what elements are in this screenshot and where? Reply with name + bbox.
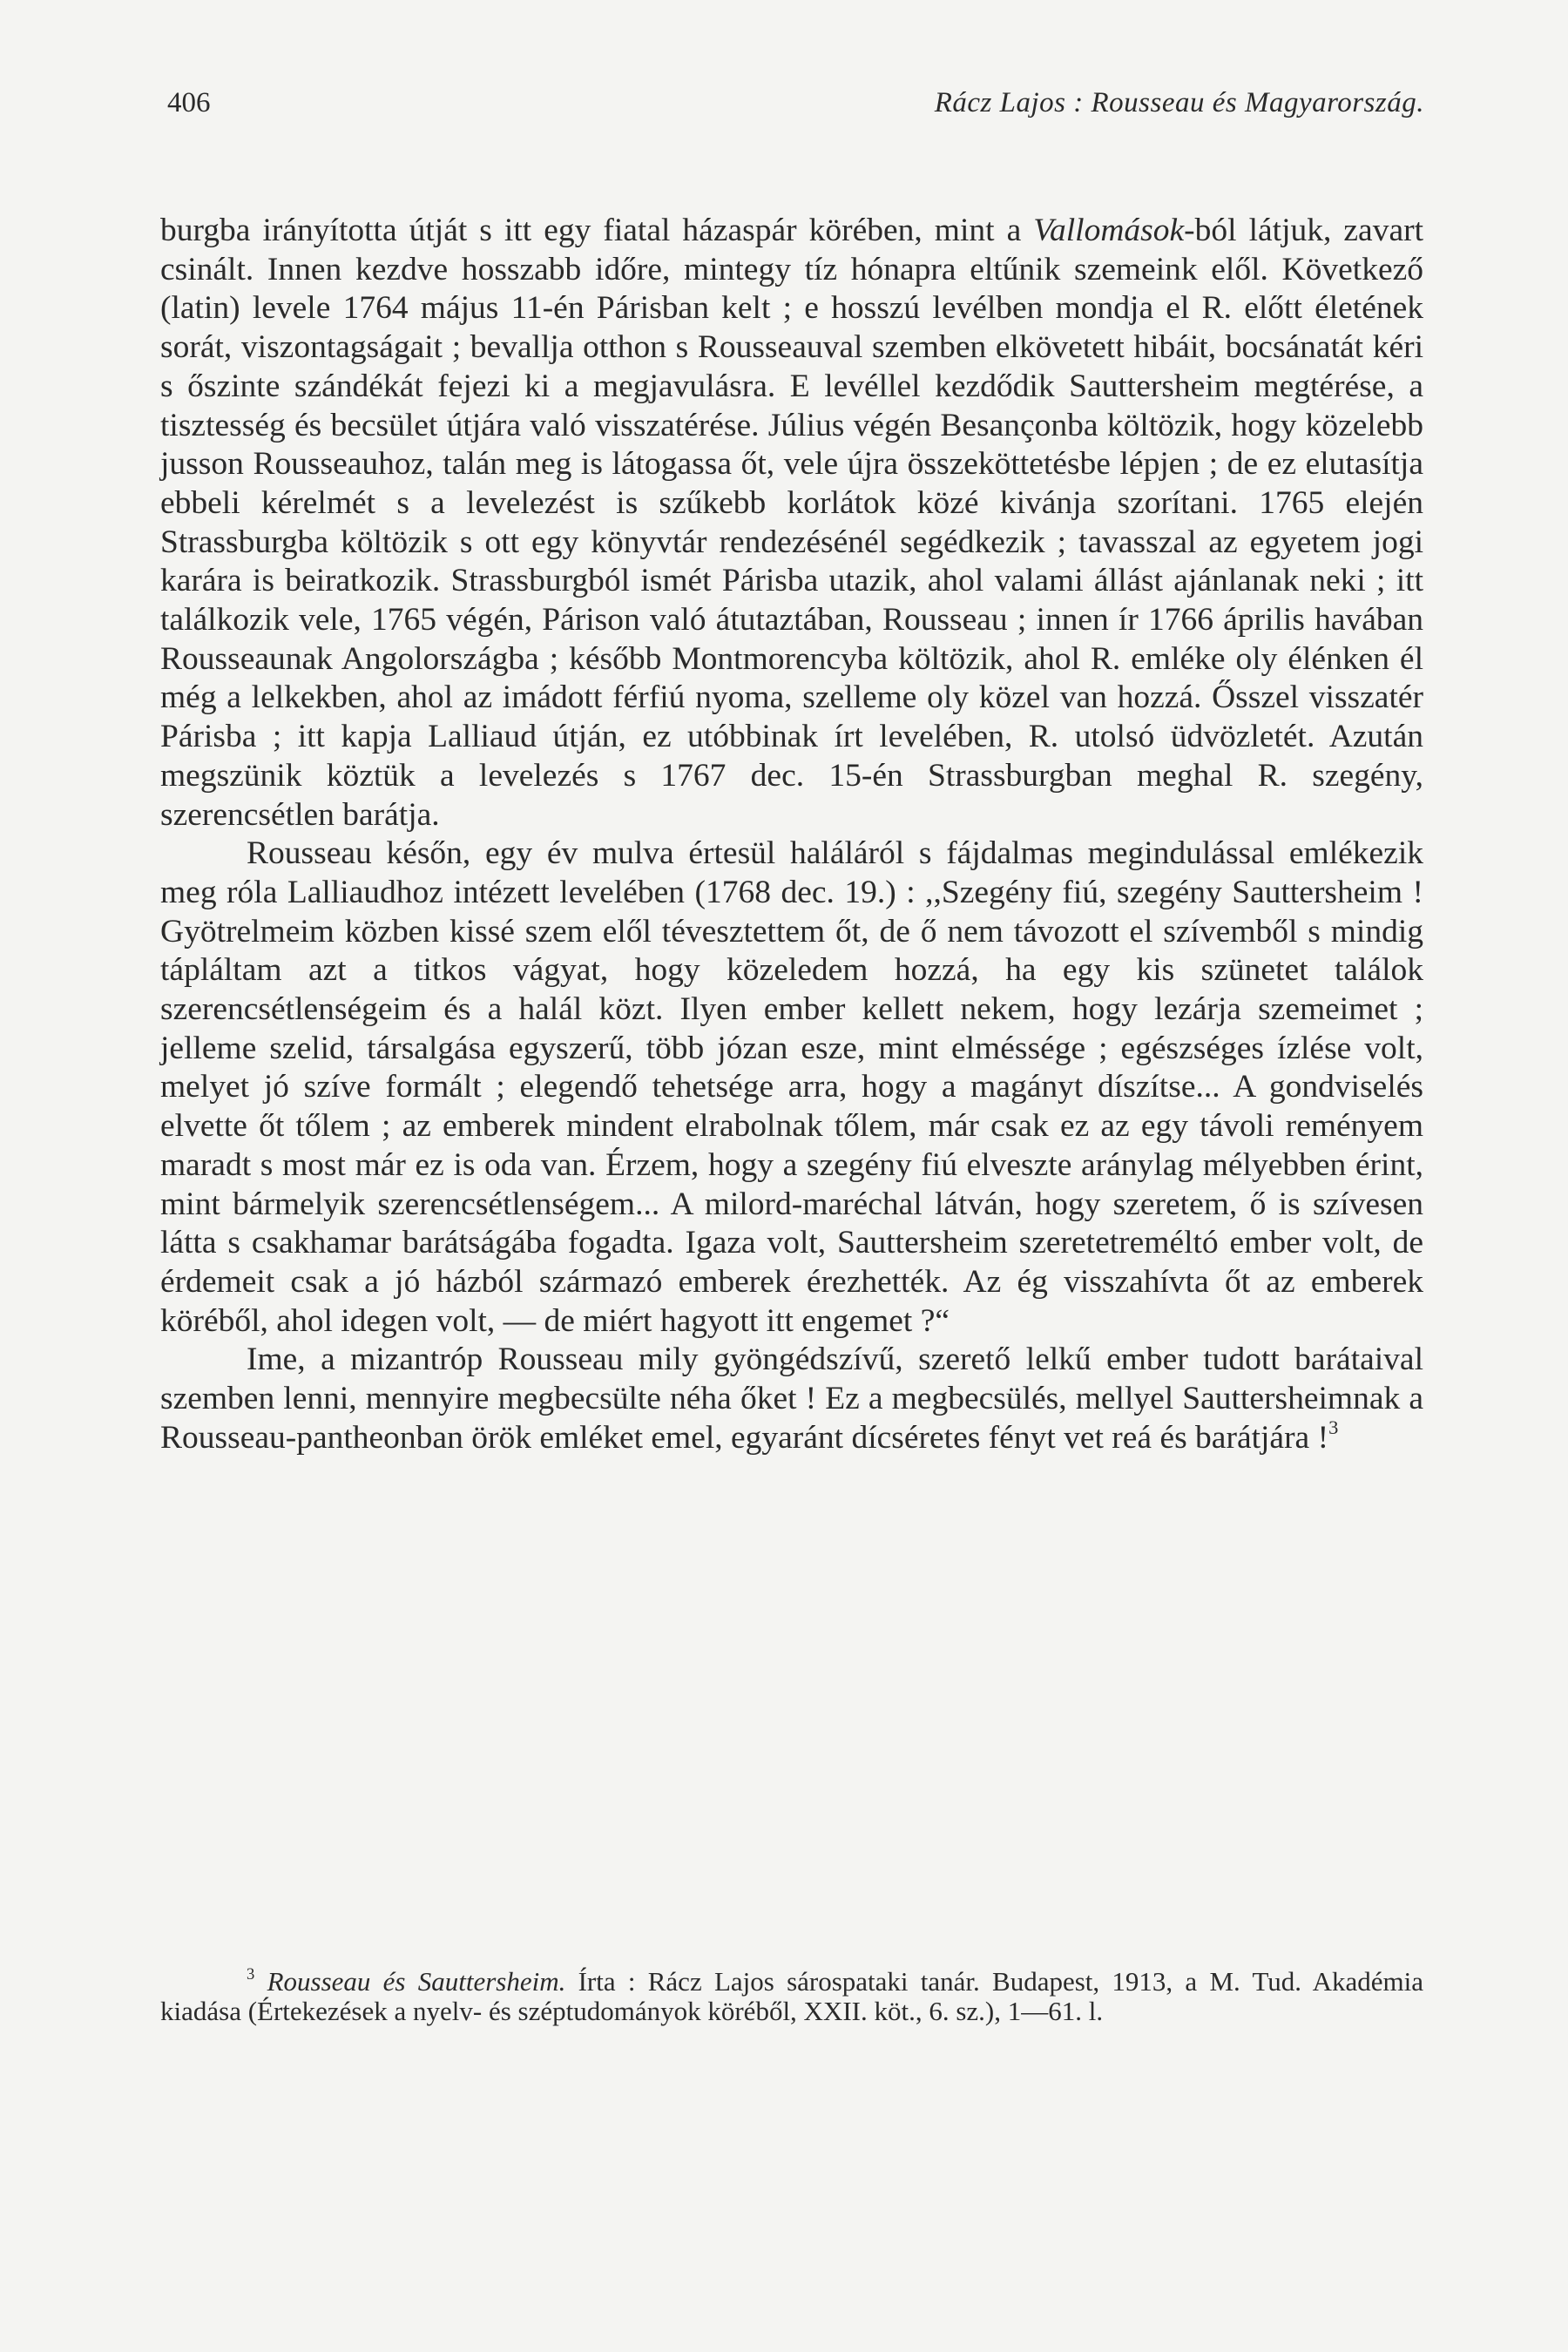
footnote	[160, 1964, 1423, 2026]
paragraph-1	[160, 212, 1423, 835]
paragraph-1-start: burgba irányította útját s itt egy fiatal házaspár körében, mint a	[160, 213, 1034, 248]
running-head: Rácz Lajos : Rousseau és Magyarország.	[934, 87, 1424, 118]
footnote-text: Írta : Rácz Lajos sárospataki tanár. Budapest, 1913, a M. Tud. Akadémia kiadása (Értekezések a nyelv- és széptudományok köréből, XXII. köt., 6. sz.), 1—61. l.	[160, 1966, 1423, 2026]
page-header	[167, 87, 1424, 131]
footnote-reference: 3	[1328, 1416, 1339, 1439]
body-text	[160, 212, 1423, 1458]
footnote-marker: 3	[247, 1964, 255, 1984]
paragraph-3-text: Ime, a mizantróp Rousseau mily gyöngédszívű, szerető lelkű ember tudott barátaival szemben lenni, mennyire megbecsülte néha őket ! Ez a megbecsülés, mellyel Sauttersheimnak a Rousseau-pantheonban örök emléket emel, egyaránt dícséretes fényt vet reá és barátjára !	[160, 1342, 1423, 1456]
footnote-title: Rousseau és Sauttersheim.	[267, 1966, 566, 1997]
paragraph-3	[160, 1341, 1423, 1457]
page-number: 406	[167, 87, 211, 118]
paragraph-2: Rousseau későn, egy év mulva értesül haláláról s fájdalmas megindulással emlékezik meg róla Lalliaudhoz intézett levelében (1768 dec. 19.) : ,,Szegény fiú, szegény Sauttersheim ! Gyötrelmeim közben kissé szem elől tévesztettem őt, de ő nem távozott el szívemből s mindig tápláltam azt a titkos vágyat, hogy közeledem hozzá, ha egy kis szünetet találok szerencsétlenségeim és a halál közt. Ilyen ember kellett nekem, hogy lezárja szemeimet ; jelleme szelid, társalgása egyszerű, több józan esze, mint elméssége ; egészséges ízlése volt, melyet jó szíve formált ; elegendő tehetsége arra, hogy a magányt díszítse... A gondviselés elvette őt tőlem ; az emberek mindent elrabolnak tőlem, már csak ez az egy távoli reményem maradt s most már ez is oda van. Érzem, hogy a szegény fiú elveszte aránylag mélyebben érint, mint bármelyik szerencsétlenségem... A milord-maréchal látván, hogy szeretem, ő is szívesen látta s csakhamar barátságába fogadta. Igaza volt, Sauttersheim szeretetreméltó ember volt, de érdemeit csak a jó házból származó emberek érezhették. Az ég visszahívta őt az emberek köréből, ahol idegen volt, — de miért hagyott itt engemet ?“	[160, 835, 1423, 1339]
paragraph-1-rest: -ból látjuk, zavart csinált. Innen kezdve hosszabb időre, mintegy tíz hónapra eltűnik szemeink elől. Következő (latin) levele 1764 május 11-én Párisban kelt ; e hosszú levélben mondja el R. előtt életének sorát, viszontagságait ; bevallja otthon s Rousseauval szemben elkövetett hibáit, bocsánatát kéri s őszinte szándékát fejezi ki a megjavulásra. E levéllel kezdődik Sauttersheim megtérése, a tisztesség és becsület útjára való visszatérése. Július végén Besançonba költözik, hogy közelebb jusson Rousseauhoz, talán meg is látogassa őt, vele újra összeköttetésbe lépjen ; de ez elutasítja ebbeli kérelmét s a levelezést is szűkebb korlátok közé kivánja szorítani. 1765 elején Strassburgba költözik s ott egy könyvtár rendezésénél segédkezik ; tavasszal az egyetem jogi karára is beiratkozik. Strassburgból ismét Párisba utazik, ahol valami állást ajánlanak neki ; itt találkozik vele, 1765 végén, Párison való átutaztában, Rousseau ; innen ír 1766 április havában Rousseaunak Angolországba ; később Montmorencyba költözik, ahol R. emléke oly élénken él még a lelkekben, ahol az imádott férfiú nyoma, szelleme oly közel van hozzá. Ősszel visszatér Párisba ; itt kapja Lalliaud útján, ez utóbbinak írt levelében, R. utolsó üdvözletét. Azután megszünik köztük a levelezés s 1767 dec. 15-én Strassburgban meghal R. szegény, szerencsétlen barátja.	[160, 213, 1423, 833]
book-title-italic: Vallomások	[1033, 213, 1185, 248]
